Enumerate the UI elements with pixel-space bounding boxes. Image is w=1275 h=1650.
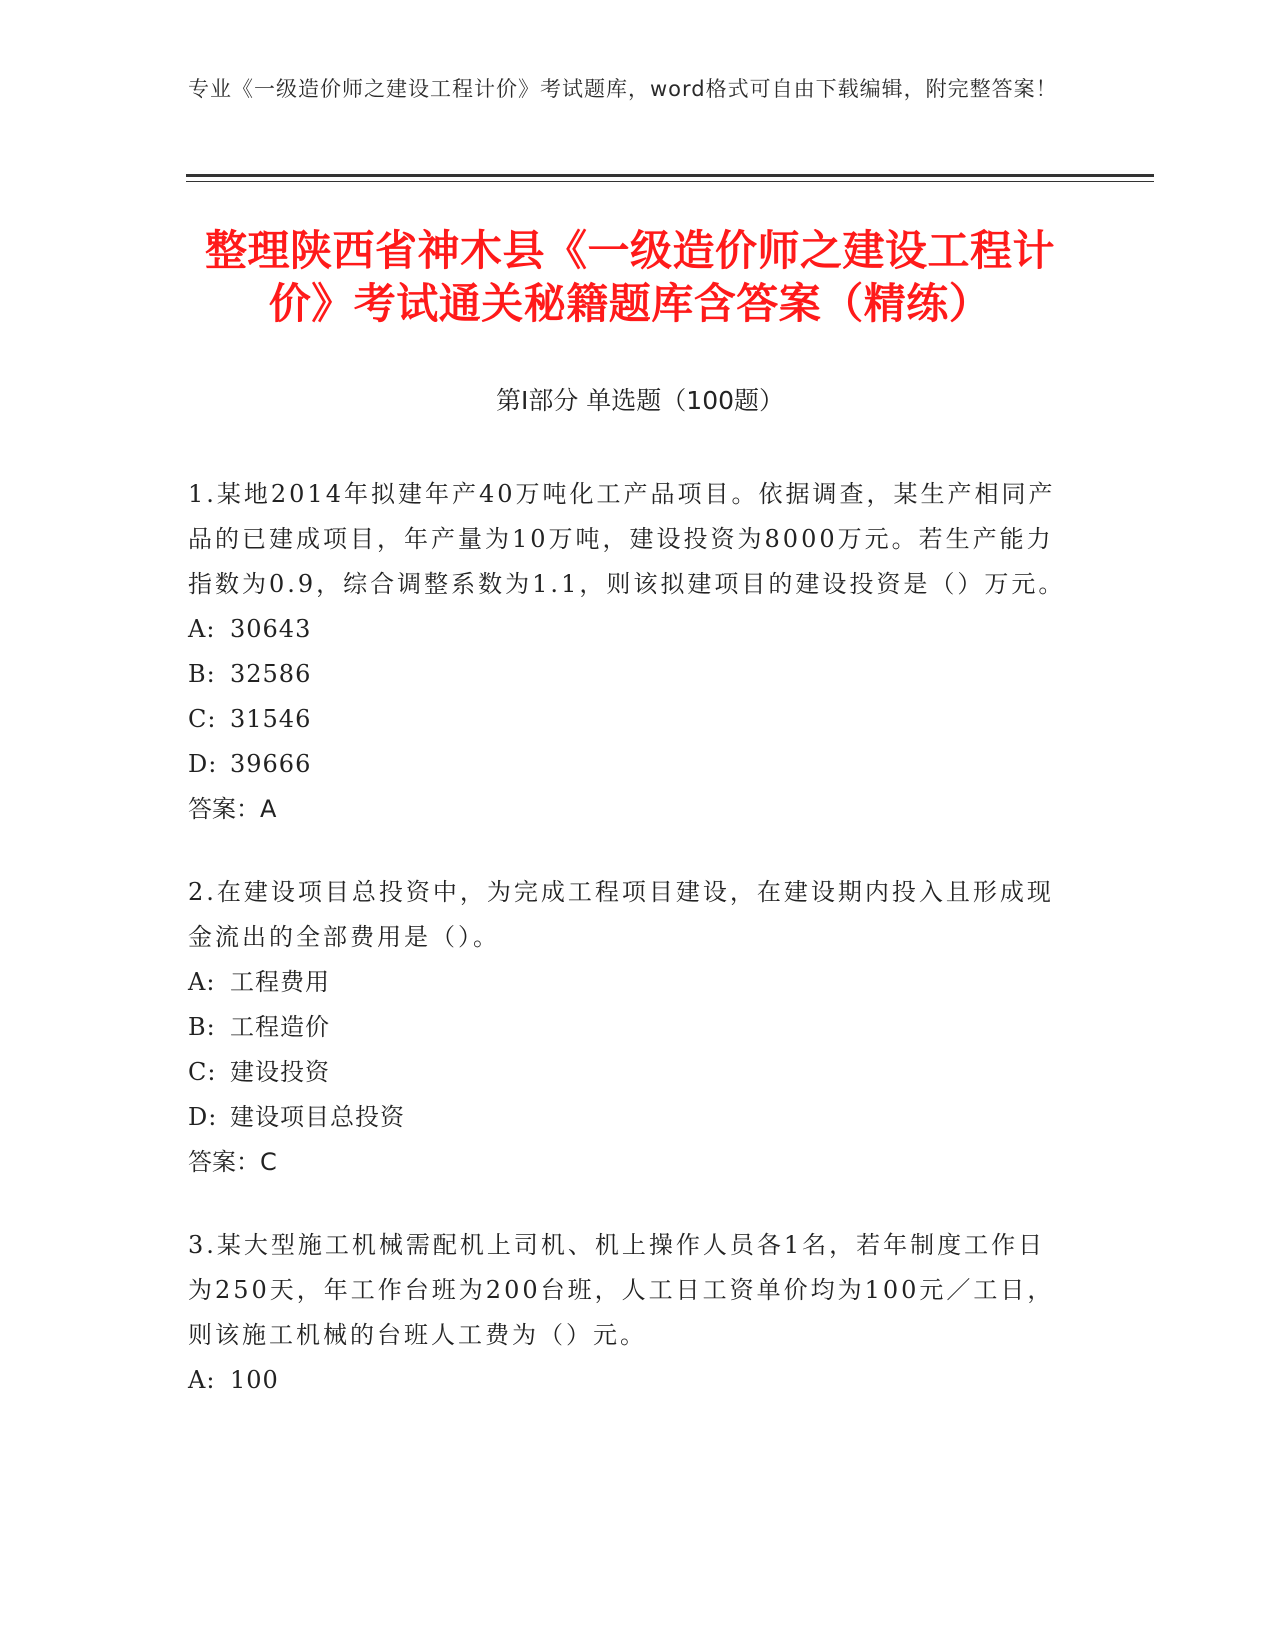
- answer-line: 答案：C: [188, 1148, 277, 1176]
- header-divider-thin: [186, 181, 1154, 182]
- option-label: B:: [188, 1013, 216, 1041]
- option-text: 工程费用: [230, 968, 330, 996]
- question-stem: 2.在建设项目总投资中，为完成工程项目建设，在建设期内投入且形成现金流出的全部费用是（）。: [188, 878, 1054, 951]
- option-label: A:: [188, 1366, 216, 1394]
- option-label: D:: [188, 1103, 218, 1131]
- option-label: C:: [188, 1058, 217, 1086]
- document-title: 整理陕西省神木县《一级造价师之建设工程计价》考试通关秘籍题库含答案（精练）: [204, 226, 1055, 328]
- answer-line: 答案：A: [188, 795, 277, 823]
- question-1: [188, 472, 1068, 832]
- option-c: [188, 1050, 1068, 1095]
- option-text: 30643: [230, 615, 312, 643]
- option-b: [188, 1005, 1068, 1050]
- option-a: [188, 607, 1068, 652]
- option-label: A:: [188, 615, 216, 643]
- option-a: [188, 1358, 1068, 1403]
- option-text: 建设投资: [230, 1058, 330, 1086]
- option-label: D:: [188, 750, 218, 778]
- question-list: [188, 472, 1068, 1441]
- header-note: 专业《一级造价师之建设工程计价》考试题库，word格式可自由下载编辑，附完整答案！: [188, 77, 1058, 101]
- option-text: 32586: [230, 660, 312, 688]
- option-label: A:: [188, 968, 216, 996]
- option-label: C:: [188, 705, 217, 733]
- option-a: [188, 960, 1068, 1005]
- question-stem: 3.某大型施工机械需配机上司机、机上操作人员各1名，若年制度工作日为250天，年工作台班为200台班，人工日工资单价均为100元／工日，则该施工机械的台班人工费为（）元。: [188, 1231, 1055, 1349]
- question-stem: 1.某地2014年拟建年产40万吨化工产品项目。依据调查，某生产相同产品的已建成项目，年产量为10万吨，建设投资为8000万元。若生产能力指数为0.9，综合调整系数为1.1，则该拟建项目的建设投资是（）万元。: [188, 480, 1066, 598]
- option-b: [188, 652, 1068, 697]
- option-d: [188, 1095, 1068, 1140]
- option-label: B:: [188, 660, 216, 688]
- option-text: 39666: [230, 750, 312, 778]
- option-text: 31546: [230, 705, 312, 733]
- option-d: [188, 742, 1068, 787]
- question-2: [188, 870, 1068, 1185]
- option-text: 建设项目总投资: [230, 1103, 405, 1131]
- option-text: 工程造价: [230, 1013, 330, 1041]
- option-text: 100: [230, 1366, 279, 1394]
- question-3: [188, 1223, 1068, 1403]
- header-divider-thick: [186, 174, 1154, 177]
- option-c: [188, 697, 1068, 742]
- section-title: 第Ⅰ部分 单选题（100题）: [495, 386, 785, 415]
